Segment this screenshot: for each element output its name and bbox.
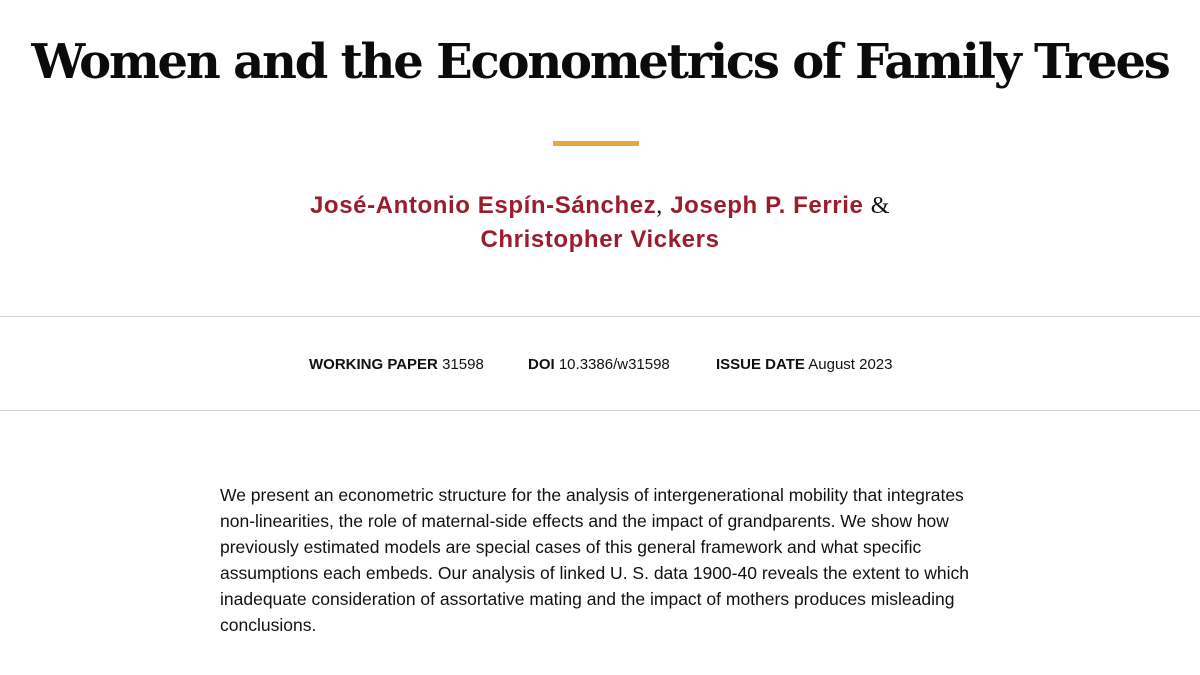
issue-date-label: ISSUE DATE (716, 356, 805, 373)
author-separator-ampersand: & (870, 193, 890, 219)
author-line-2 (0, 223, 1200, 257)
accent-divider (553, 141, 639, 146)
author-separator-comma: , (656, 193, 663, 219)
author-link-ferrie[interactable]: Joseph P. Ferrie (670, 192, 864, 219)
doi-label: DOI (528, 356, 555, 373)
working-paper-number (309, 356, 484, 374)
issue-date (716, 356, 893, 374)
working-paper-value: 31598 (442, 356, 484, 373)
author-line-1 (0, 189, 1200, 223)
paper-title: Women and the Econometrics of Family Trees (31, 34, 1169, 90)
paper-metadata-band (0, 316, 1200, 411)
abstract-text: We present an econometric structure for the analysis of intergenerational mobility that integrates non-linearities, the role of maternal-side effects and the impact of grandparents. We show how previously estimated models are special cases of this general framework and what specific assumptions each embeds. Our analysis of linked U. S. data 1900-40 reveals the extent to which inadequate consideration of assortative mating and the impact of mothers produces misleading conclusions. (220, 485, 970, 635)
doi-value: 10.3386/w31598 (558, 356, 670, 373)
author-list (0, 189, 1200, 257)
working-paper-label: WORKING PAPER (309, 356, 438, 373)
issue-date-value: August 2023 (808, 356, 893, 373)
doi (528, 356, 670, 374)
author-link-espin-sanchez[interactable]: José-Antonio Espín-Sánchez (309, 192, 657, 219)
author-link-vickers[interactable]: Christopher Vickers (480, 226, 720, 253)
